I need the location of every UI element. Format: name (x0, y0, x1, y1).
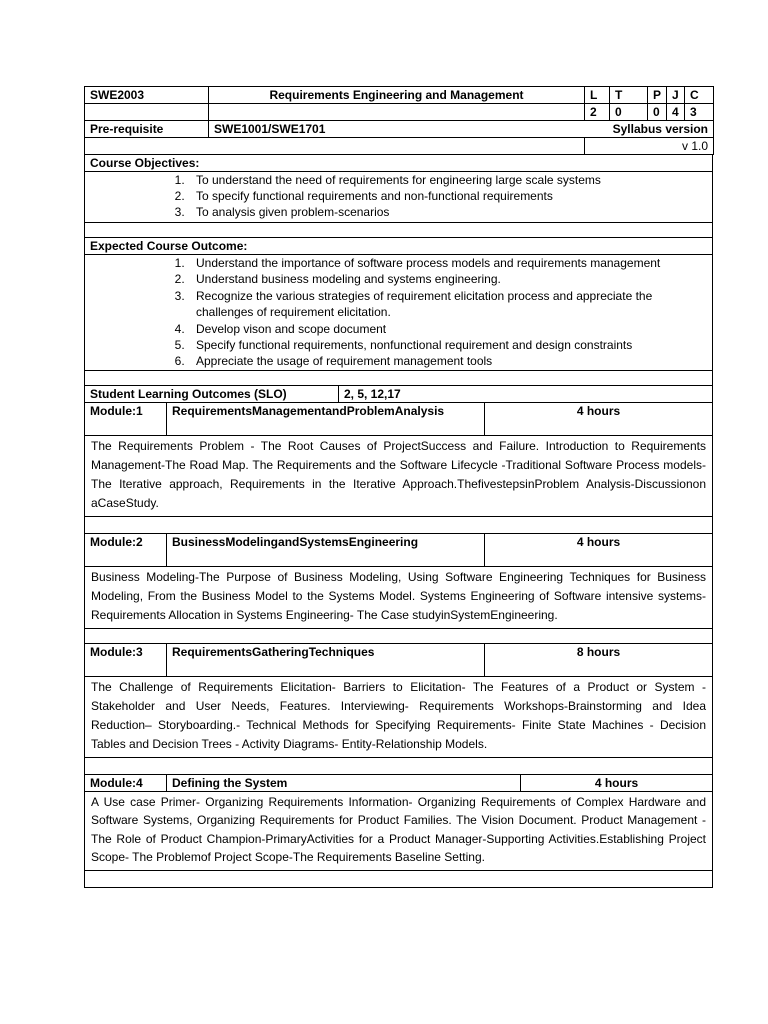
module-title: Defining the System (167, 774, 521, 791)
module-label: Module:2 (85, 533, 167, 566)
module-hours: 8 hours (485, 643, 713, 676)
header-blank-cell (85, 138, 585, 155)
outcome-item: 1. Understand the importance of software process models and requirements management (188, 255, 707, 271)
header-blank-cell (209, 104, 585, 121)
header-blank-cell (85, 104, 209, 121)
blank-row (85, 516, 713, 533)
module-label: Module:4 (85, 774, 167, 791)
module-title: BusinessModelingandSystemsEngineering (167, 533, 485, 566)
module-content: Business Modeling-The Purpose of Business Modeling, Using Software Engineering Techniques for Business Modeling, From the Business Model to the Systems Model. Systems Engineering of Software intensive systems-Requirements Allocation in Systems Engineering- The Case studyinSystemEngineering. (85, 566, 713, 628)
ltpjc-value-c: 3 (685, 104, 714, 121)
objective-item: 2. To specify functional requirements and non-functional requirements (188, 188, 707, 204)
header-table (84, 86, 714, 155)
ltpjc-label-c: C (685, 87, 714, 104)
syllabus-label: Syllabus version (612, 122, 708, 136)
objective-item: 3. To analysis given problem-scenarios (188, 204, 707, 220)
objectives-heading: Course Objectives: (85, 155, 713, 172)
slo-label: Student Learning Outcomes (SLO) (85, 385, 339, 402)
blank-row (85, 628, 713, 643)
objective-item: 1. To understand the need of requirements for engineering large scale systems (188, 172, 707, 188)
prereq-label: Pre-requisite (85, 121, 209, 138)
module-hours: 4 hours (485, 533, 713, 566)
objectives-list-cell (85, 172, 713, 223)
ltpjc-label-j: J (667, 87, 685, 104)
module-content: A Use case Primer- Organizing Requirements Information- Organizing Requirements of Complex Hardware and Software Systems, Organizing Requirements for Product Families. The Vision Document. Product Management -The Role of Product Champion-PrimaryActivities for a Product Manager-Supporting Activities.Establishing Project Scope- The Problemof Project Scope-The Requirements Baseline Setting. (85, 791, 713, 870)
outcome-item: 2. Understand business modeling and systems engineering. (188, 271, 707, 287)
blank-row (85, 370, 713, 385)
ltpjc-label-t: T (610, 87, 648, 104)
outcome-item: 4. Develop vison and scope document (188, 321, 707, 337)
blank-row (85, 223, 713, 238)
course-code: SWE2003 (85, 87, 209, 104)
ltpjc-label-l: L (585, 87, 610, 104)
syllabus-version: v 1.0 (585, 138, 714, 155)
module-4-table (84, 774, 713, 888)
course-title: Requirements Engineering and Management (209, 87, 585, 104)
module-title: RequirementsGatheringTechniques (167, 643, 485, 676)
objectives-list (90, 172, 707, 220)
module-content: The Challenge of Requirements Elicitation- Barriers to Elicitation- The Features of a Product or System - Stakeholder and User Needs, Features. Interviewing- Requirements Workshops-Brainstorming and Idea Reduction– Storyboarding.- Technical Methods for Specifying Requirements- Finite State Machines - Decision Tables and Decision Trees - Activity Diagrams- Entity-Relationship Models. (85, 676, 713, 757)
ltpjc-label-p: P (648, 87, 667, 104)
blank-row (85, 870, 713, 887)
module-label: Module:1 (85, 402, 167, 435)
outcomes-list-cell (85, 255, 713, 371)
slo-table (84, 385, 713, 403)
outcome-item: 6. Appreciate the usage of requirement management tools (188, 353, 707, 369)
slo-value: 2, 5, 12,17 (339, 385, 713, 402)
prereq-value: SWE1001/SWE1701 (214, 122, 326, 136)
ltpjc-value-l: 2 (585, 104, 610, 121)
module-hours: 4 hours (485, 402, 713, 435)
outcome-item: 5. Specify functional requirements, nonfunctional requirement and design constraints (188, 337, 707, 353)
module-content: The Requirements Problem - The Root Causes of ProjectSuccess and Failure. Introduction to Requirements Management-The Road Map. The Requirements and the Software Lifecycle -Traditional Software Process models- The Iterative approach, Requirements in the Iterative Approach.ThefivestepsinProblem Analysis-Discussionon aCaseStudy. (85, 435, 713, 516)
blank-row (85, 757, 713, 774)
outcomes-list (90, 255, 707, 370)
module-2-table (84, 533, 713, 644)
module-hours: 4 hours (521, 774, 713, 791)
outcomes-heading: Expected Course Outcome: (85, 238, 713, 255)
ltpjc-value-t: 0 (610, 104, 648, 121)
objectives-table (84, 154, 713, 386)
syllabus-document (84, 86, 713, 888)
prereq-syllabus-row (209, 121, 714, 138)
module-title: RequirementsManagementandProblemAnalysis (167, 402, 485, 435)
module-label: Module:3 (85, 643, 167, 676)
ltpjc-value-j: 4 (667, 104, 685, 121)
outcome-item: 3. Recognize the various strategies of requirement elicitation process and appreciate the challenges of requirement elicitation. (188, 288, 707, 321)
module-1-table (84, 402, 713, 534)
module-3-table (84, 643, 713, 775)
ltpjc-value-p: 0 (648, 104, 667, 121)
